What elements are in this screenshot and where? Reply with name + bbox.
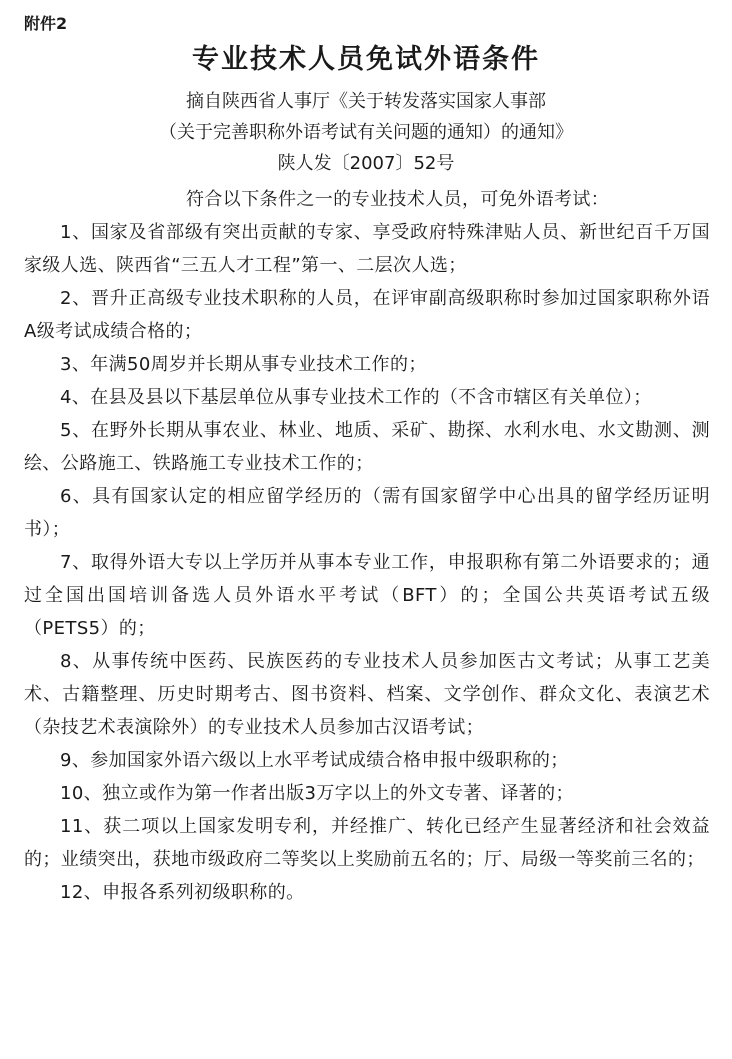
condition-item: 11、获二项以上国家发明专利，并经推广、转化已经产生显著经济和社会效益的；业绩突出，获地市级政府二等奖以上奖励前五名的；厅、局级一等奖前三名的； [24, 816, 710, 870]
condition-item: 5、在野外长期从事农业、林业、地质、采矿、勘探、水利水电、水文勘测、测绘、公路施工、铁路施工专业技术工作的； [24, 420, 710, 474]
intro-text: 符合以下条件之一的专业技术人员，可免外语考试： [186, 189, 610, 210]
condition-item: 8、从事传统中医药、民族医药的专业技术人员参加医古文考试；从事工艺美术、古籍整理、历史时期考古、图书资料、档案、文学创作、群众文化、表演艺术（杂技艺术表演除外）的专业技术人员参加古汉语考试； [24, 651, 710, 738]
condition-item: 2、晋升正高级专业技术职称的人员，在评审副高级职称时参加过国家职称外语A级考试成绩合格的； [24, 288, 710, 342]
condition-item: 4、在县及县以下基层单位从事专业技术工作的（不含市辖区有关单位）； [60, 387, 652, 408]
source-line-1: 摘自陕西省人事厅《关于转发落实国家人事部 [186, 91, 546, 112]
source-line-2: （关于完善职称外语考试有关问题的通知）的通知》 [159, 122, 573, 143]
document-number: 陕人发〔2007〕52号 [277, 153, 455, 174]
condition-item: 12、申报各系列初级职称的。 [60, 882, 305, 903]
condition-item: 6、具有国家认定的相应留学经历的（需有国家留学中心出具的留学经历证明书）； [24, 486, 710, 540]
condition-item: 1、国家及省部级有突出贡献的专家、享受政府特殊津贴人员、新世纪百千万国家级人选、陕西省“三五人才工程”第一、二层次人选； [24, 222, 710, 276]
condition-item: 3、年满50周岁并长期从事专业技术工作的； [60, 354, 427, 375]
condition-item: 10、独立或作为第一作者出版3万字以上的外文专著、译著的； [60, 783, 574, 804]
attachment-label: 附件2 [24, 14, 68, 33]
document-body [24, 183, 710, 909]
document-title: 专业技术人员免试外语条件 [192, 44, 540, 75]
condition-item: 7、取得外语大专以上学历并从事本专业工作，申报职称有第二外语要求的；通过全国出国培训备选人员外语水平考试（BFT）的；全国公共英语考试五级（PETS5）的； [24, 552, 710, 639]
condition-item: 9、参加国家外语六级以上水平考试成绩合格申报中级职称的； [60, 750, 569, 771]
